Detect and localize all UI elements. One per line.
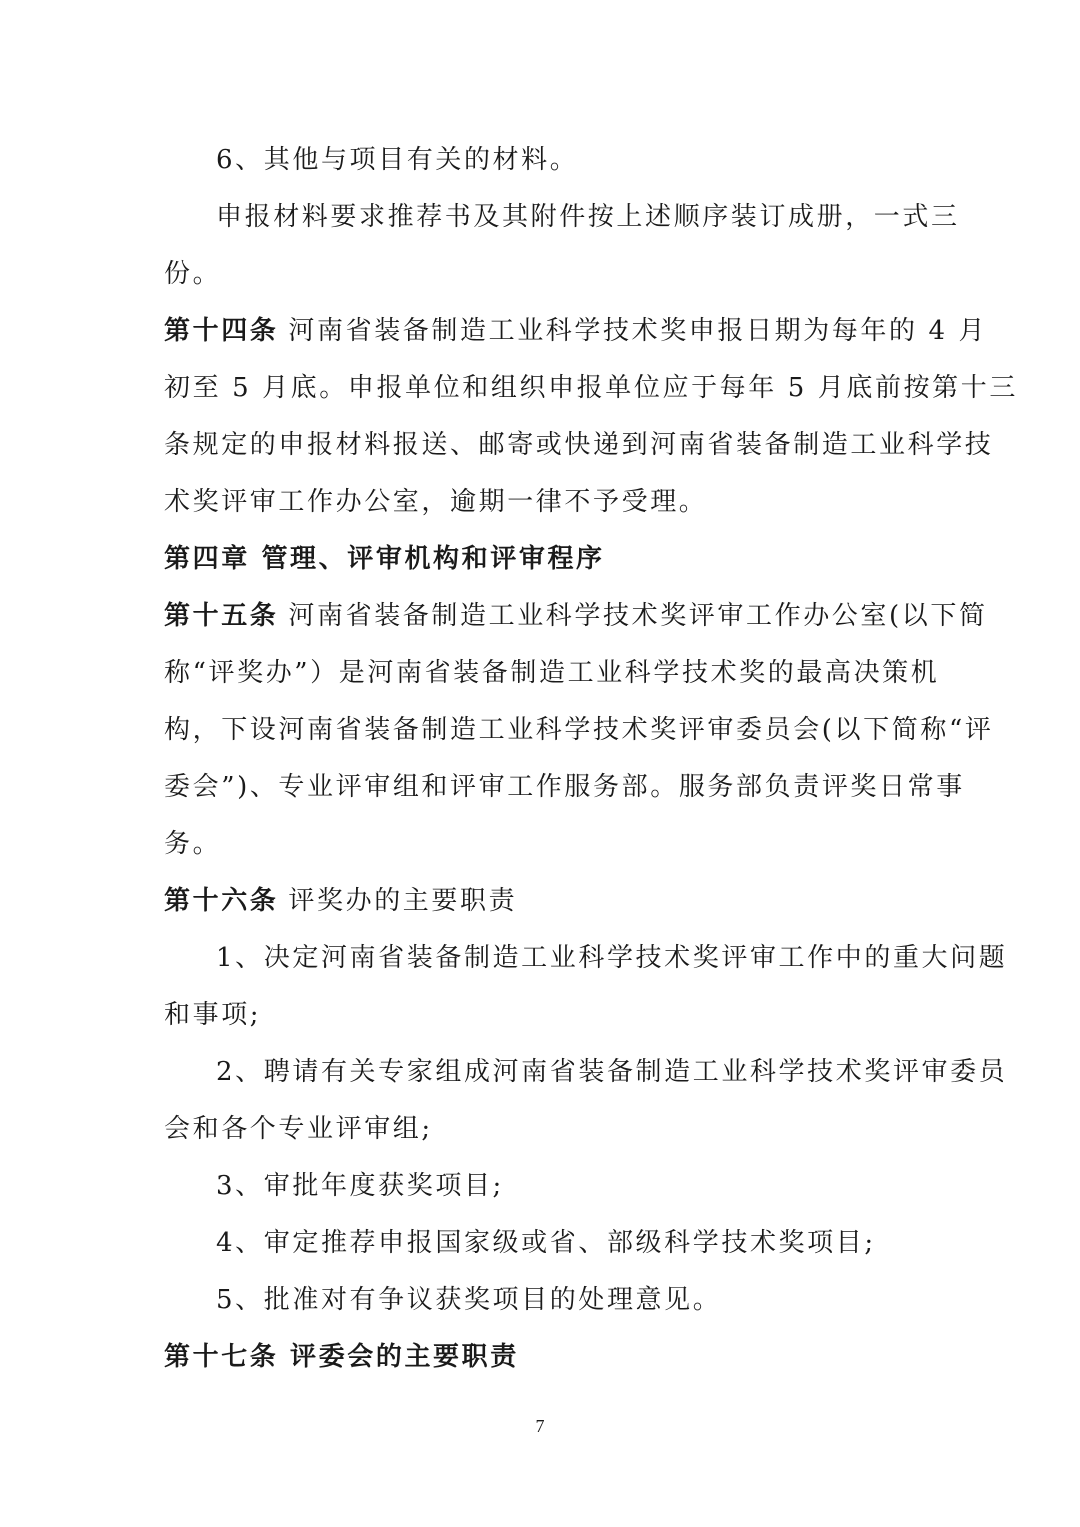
paragraph-text: 份。 [164,259,222,289]
paragraph-text: 申报材料要求推荐书及其附件按上述顺序装订成册，一式三 [216,202,960,232]
paragraph-text: 术奖评审工作办公室，逾期一律不予受理。 [164,487,708,517]
paragraph-line [164,827,221,861]
article-number: 第十四条 [164,316,279,346]
paragraph-line [164,371,1018,405]
paragraph-line [216,200,960,234]
paragraph-line [164,770,965,804]
paragraph-text: 委会”)、专业评审组和评审工作服务部。服务部负责评奖日常事 [164,772,965,802]
paragraph-text: 条规定的申报材料报送、邮寄或快递到河南省装备制造工业科学技 [164,430,994,460]
paragraph-line [164,257,221,291]
paragraph-text: 河南省装备制造工业科学技术奖评审工作办公室(以下简 [288,601,988,631]
paragraph-text: 河南省装备制造工业科学技术奖申报日期为每年的 4 月 [288,316,988,346]
paragraph-text: 3、审批年度获奖项目; [216,1171,504,1201]
list-item [216,941,1007,975]
list-item [216,1226,876,1260]
list-item [216,1283,721,1317]
paragraph-text: 6、其他与项目有关的材料。 [216,145,579,175]
article-heading [164,1340,519,1374]
paragraph-line [164,656,939,690]
list-item [216,1169,504,1203]
list-item [216,1055,1007,1089]
paragraph-text: 称“评奖办”）是河南省装备制造工业科学技术奖的最高决策机 [164,658,940,688]
paragraph-text: 4、审定推荐申报国家级或省、部级科学技术奖项目; [216,1228,876,1258]
paragraph-text: 1、决定河南省装备制造工业科学技术奖评审工作中的重大问题 [216,943,1008,973]
list-item [216,143,578,177]
paragraph-text: 会和各个专业评审组; [164,1114,433,1144]
heading-text: 第四章 管理、评审机构和评审程序 [164,544,605,574]
article-paragraph [164,884,517,918]
page-number: 7 [535,1416,545,1436]
paragraph-line [164,485,707,519]
paragraph-text: 务。 [164,829,222,859]
paragraph-line [164,713,993,747]
article-number: 第十五条 [164,601,279,631]
paragraph-text: 评奖办的主要职责 [288,886,518,916]
article-paragraph [164,599,988,633]
chapter-heading [164,542,605,576]
paragraph-text: 和事项; [164,1000,262,1030]
paragraph-text: 5、批准对有争议获奖项目的处理意见。 [216,1285,722,1315]
paragraph-text: 2、聘请有关专家组成河南省装备制造工业科学技术奖评审委员 [216,1057,1008,1087]
paragraph-line [164,428,993,462]
paragraph-line [164,1112,433,1146]
heading-text: 第十七条 评委会的主要职责 [164,1342,519,1372]
paragraph-text: 初至 5 月底。申报单位和组织申报单位应于每年 5 月底前按第十三 [164,373,1018,403]
paragraph-line [164,998,261,1032]
paragraph-text: 构，下设河南省装备制造工业科学技术奖评审委员会(以下简称“评 [164,715,994,745]
article-paragraph [164,314,987,348]
article-number: 第十六条 [164,886,279,916]
